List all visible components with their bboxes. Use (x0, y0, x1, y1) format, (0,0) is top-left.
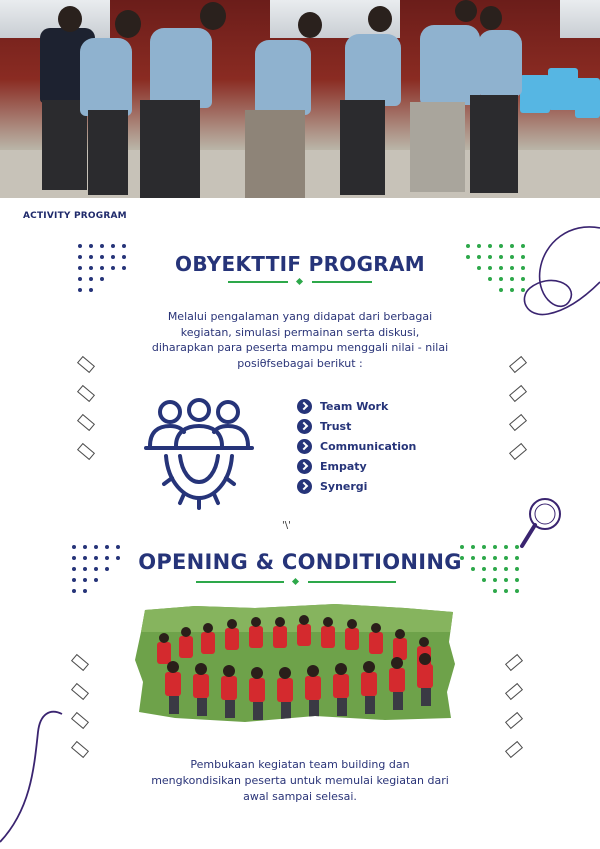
chair (520, 75, 550, 113)
person (420, 25, 480, 105)
purple-curve (0, 700, 70, 849)
person-head (200, 2, 226, 30)
paragraph-line: Melalui pengalaman yang didapat dari berbagai (167, 310, 433, 323)
chair (548, 68, 578, 110)
title-divider (196, 579, 396, 585)
chair (575, 78, 600, 118)
opening-title: OPENING & CONDITIONING (138, 550, 462, 574)
paragraph-line: awal sampai selesai. (243, 790, 357, 803)
slash-decor-right (502, 656, 526, 768)
value-label: Team Work (320, 399, 389, 413)
person (478, 30, 522, 96)
opening-paragraph (100, 757, 500, 805)
person (80, 38, 132, 116)
person-legs (470, 95, 518, 193)
window (560, 0, 600, 38)
list-item (297, 398, 388, 414)
objective-paragraph (100, 309, 500, 371)
slash-decor-right (506, 358, 530, 468)
arrow-circle-icon (297, 459, 312, 474)
arrow-circle-icon (297, 419, 312, 434)
person-legs (340, 100, 385, 195)
person (255, 40, 311, 115)
person (345, 34, 401, 106)
arrow-circle-icon (297, 439, 312, 454)
team-gear-icon (144, 398, 254, 510)
person-legs (88, 110, 128, 195)
value-label: Trust (320, 419, 352, 433)
section-label: ACTIVITY PROGRAM (23, 211, 127, 221)
arrow-circle-icon (297, 479, 312, 494)
header-photo (0, 0, 600, 198)
person-head (455, 0, 477, 22)
paragraph-line: kegiatan, simulasi permainan serta diskusi, (180, 325, 420, 339)
value-label: Empaty (320, 459, 367, 473)
person-head (58, 6, 82, 32)
person-head (298, 12, 322, 38)
paragraph-line: Pembukaan kegiatan team building dan (190, 758, 410, 771)
person-head (115, 10, 141, 38)
list-item (297, 418, 351, 434)
list-item (297, 438, 416, 454)
value-label: Communication (320, 439, 417, 453)
person-head (480, 6, 502, 30)
person-legs (245, 110, 305, 198)
list-item (297, 478, 367, 494)
slash-decor-left (74, 358, 98, 468)
slash-decor-left (68, 656, 92, 768)
person (150, 28, 212, 108)
stray-mark: '\' (282, 520, 291, 531)
paragraph-line: diharapkan para peserta mampu menggali nilai - nilai (151, 341, 449, 354)
opening-photo (135, 602, 460, 724)
list-item (297, 458, 367, 474)
paragraph-line: posiθfsebagai berikut : (237, 356, 363, 370)
person-head (368, 6, 392, 32)
paragraph-line: mengkondisikan peserta untuk memulai kegiatan dari (151, 774, 449, 787)
person-legs (410, 102, 465, 192)
title-divider (228, 279, 372, 285)
person-legs (140, 100, 200, 198)
objective-title: OBYEKTTIF PROGRAM (175, 252, 425, 276)
value-label: Synergi (320, 479, 368, 493)
arrow-circle-icon (297, 399, 312, 414)
